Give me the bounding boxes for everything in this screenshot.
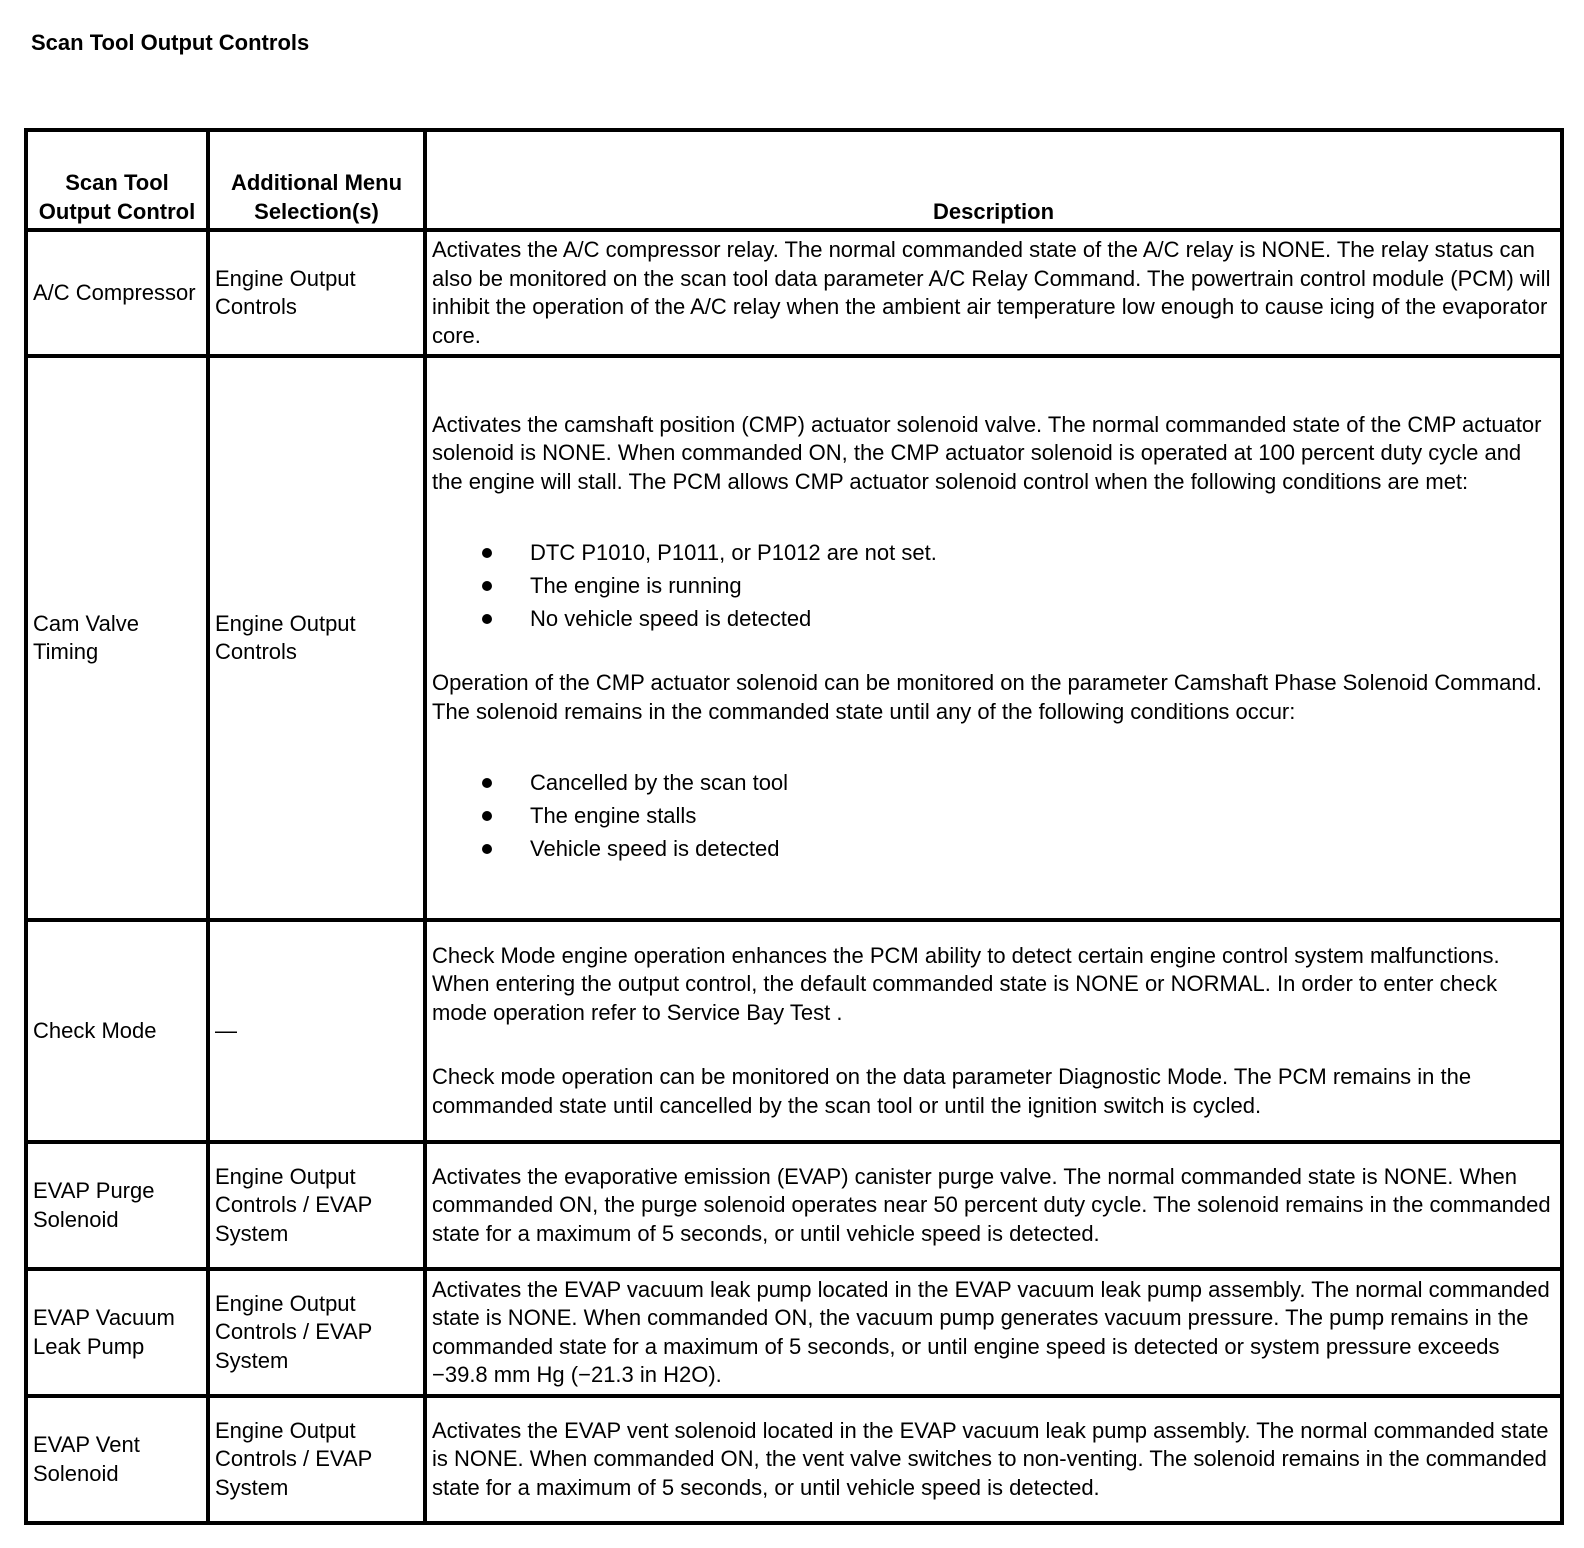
menu-selection: Engine Output Controls xyxy=(208,356,425,920)
list-item-text: DTC P1010, P1011, or P1012 are not set. xyxy=(530,540,937,566)
menu-selection: — xyxy=(208,920,425,1142)
bullet-icon xyxy=(482,614,492,624)
bullet-icon xyxy=(482,581,492,591)
control-name: EVAP Vacuum Leak Pump xyxy=(26,1269,208,1396)
description-cell xyxy=(425,920,1562,1142)
header-additional-menu-selections: Additional Menu Selection(s) xyxy=(208,130,425,230)
bullet-icon xyxy=(482,548,492,558)
list-item xyxy=(482,766,1555,799)
description-cell xyxy=(425,1396,1562,1523)
description-cell xyxy=(425,356,1562,920)
control-name: EVAP Vent Solenoid xyxy=(26,1396,208,1523)
control-name: EVAP Purge Solenoid xyxy=(26,1142,208,1269)
header-description: Description xyxy=(425,130,1562,230)
description-text: Activates the evaporative emission (EVAP) canister purge valve. The normal commanded state is NONE. When commanded ON, the purge solenoid operates near 50 percent duty cycle. The solenoid remains in the commanded state for a maximum of 5 seconds, or until vehicle speed is detected. xyxy=(432,1163,1551,1246)
table-row xyxy=(26,1142,1562,1269)
bullet-icon xyxy=(482,811,492,821)
menu-selection: Engine Output Controls / EVAP System xyxy=(208,1396,425,1523)
list-item-text: Cancelled by the scan tool xyxy=(530,770,789,796)
output-controls-table xyxy=(24,128,1564,1525)
description-text: Check Mode engine operation enhances the PCM ability to detect certain engine control system malfunctions. When entering the output control, the default commanded state is NONE or NORMAL. In order to enter check mode operation refer to Service Bay Test . xyxy=(432,942,1500,1025)
list-item xyxy=(482,569,1555,602)
table-row xyxy=(26,356,1562,920)
bullet-icon xyxy=(482,778,492,788)
condition-list xyxy=(432,536,1555,635)
list-item-text: The engine is running xyxy=(530,573,742,599)
description-text: Operation of the CMP actuator solenoid can be monitored on the parameter Camshaft Phase Solenoid Command. The solenoid remains in the commanded state until any of the following conditions occur: xyxy=(432,670,1543,724)
control-name: A/C Compressor xyxy=(26,230,208,356)
condition-list xyxy=(432,766,1555,865)
control-name: Cam Valve Timing xyxy=(26,356,208,920)
list-item xyxy=(482,799,1555,832)
header-scan-tool-output-control: Scan Tool Output Control xyxy=(26,130,208,230)
description-text: Activates the EVAP vacuum leak pump located in the EVAP vacuum leak pump assembly. The normal commanded state is NONE. When commanded ON, the vacuum pump generates vacuum pressure. The pump remains in the commanded state for a maximum of 5 seconds, or until engine speed is detected or system pressure exceeds −39.8 mm Hg (−21.3 in H2O). xyxy=(432,1276,1550,1387)
table-row xyxy=(26,1396,1562,1523)
description-text: Activates the A/C compressor relay. The normal commanded state of the A/C relay is NONE. The relay status can also be monitored on the scan tool data parameter A/C Relay Command. The powertrain control module (PCM) will inhibit the operation of the A/C relay when the ambient air temperature low enough to cause icing of the evaporator core. xyxy=(432,237,1551,348)
description-text: Activates the camshaft position (CMP) actuator solenoid valve. The normal commanded state of the CMP actuator solenoid is NONE. When commanded ON, the CMP actuator solenoid is operated at 100 percent duty cycle and the engine will stall. The PCM allows CMP actuator solenoid control when the following conditions are met: xyxy=(432,411,1542,494)
list-item xyxy=(482,536,1555,569)
menu-selection: Engine Output Controls xyxy=(208,230,425,356)
description-text: Activates the EVAP vent solenoid located in the EVAP vacuum leak pump assembly. The normal commanded state is NONE. When commanded ON, the vent valve switches to non-venting. The solenoid remains in the commanded state for a maximum of 5 seconds, or until vehicle speed is detected. xyxy=(432,1417,1549,1500)
menu-selection: Engine Output Controls / EVAP System xyxy=(208,1269,425,1396)
page-title: Scan Tool Output Controls xyxy=(31,30,310,55)
list-item-text: The engine stalls xyxy=(530,803,697,829)
list-item-text: Vehicle speed is detected xyxy=(530,836,780,862)
description-cell xyxy=(425,1142,1562,1269)
list-item xyxy=(482,832,1555,865)
bullet-icon xyxy=(482,844,492,854)
description-text: Check mode operation can be monitored on the data parameter Diagnostic Mode. The PCM remains in the commanded state until cancelled by the scan tool or until the ignition switch is cycled. xyxy=(432,1064,1472,1118)
table-header-row xyxy=(26,130,1562,230)
list-item xyxy=(482,602,1555,635)
menu-selection: Engine Output Controls / EVAP System xyxy=(208,1142,425,1269)
table-row xyxy=(26,1269,1562,1396)
description-cell xyxy=(425,1269,1562,1396)
list-item-text: No vehicle speed is detected xyxy=(530,606,812,632)
description-cell xyxy=(425,230,1562,356)
control-name: Check Mode xyxy=(26,920,208,1142)
table-row xyxy=(26,230,1562,356)
table-row xyxy=(26,920,1562,1142)
